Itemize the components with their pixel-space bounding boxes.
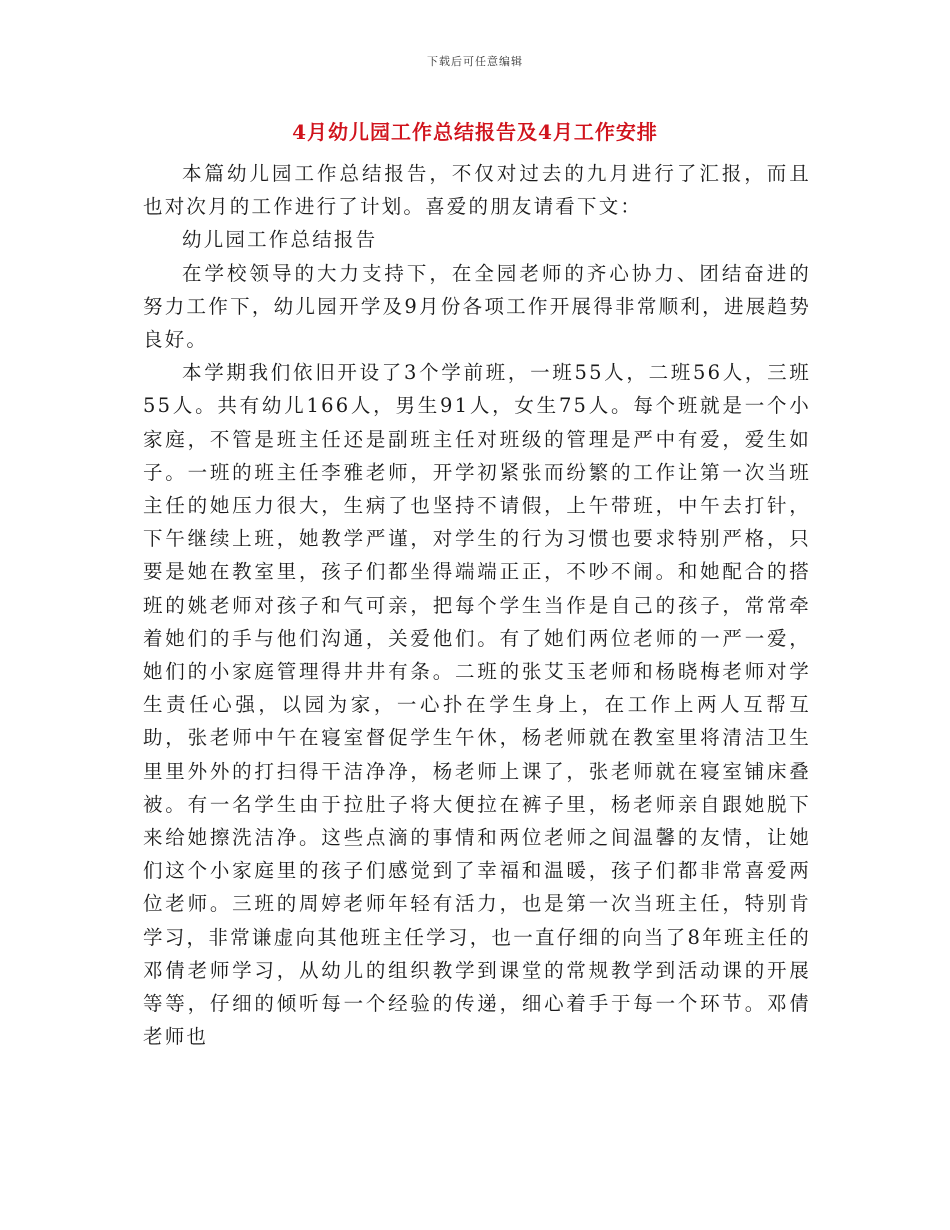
document-body (143, 157, 811, 1053)
document-title: 4月幼儿园工作总结报告及4月工作安排 (292, 120, 658, 144)
body-paragraph: 在学校领导的大力支持下，在全园老师的齐心协力、团结奋进的努力工作下，幼儿园开学及9月份各项工作开展得非常顺利，进展趋势良好。 (143, 261, 811, 352)
header-note: 下载后可任意编辑 (427, 55, 523, 68)
section-heading: 幼儿园工作总结报告 (182, 228, 378, 252)
body-paragraph: 本学期我们依旧开设了3个学前班，一班55人，二班56人，三班55人。共有幼儿166人，男生91人，女生75人。每个班就是一个小家庭，不管是班主任还是副班主任对班级的管理是严中有爱，爱生如子。一班的班主任李雅老师，开学初紧张而纷繁的工作让第一次当班主任的她压力很大，生病了也坚持不请假，上午带班，中午去打针，下午继续上班，她教学严谨，对学生的行为习惯也要求特别严格，只要是她在教室里，孩子们都坐得端端正正，不吵不闹。和她配合的搭班的姚老师对孩子和气可亲，把每个学生当作是自己的孩子，常常牵着她们的手与他们沟通，关爱他们。有了她们两位老师的一严一爱，她们的小家庭管理得井井有条。二班的张艾玉老师和杨晓梅老师对学生责任心强，以园为家，一心扑在学生身上，在工作上两人互帮互助，张老师中午在寝室督促学生午休，杨老师就在教室里将清洁卫生里里外外的打扫得干洁净净，杨老师上课了，张老师就在寝室铺床叠被。有一名学生由于拉肚子将大便拉在裤子里，杨老师亲自跟她脱下来给她擦洗洁净。这些点滴的事情和两位老师之间温馨的友情，让她们这个小家庭里的孩子们感觉到了幸福和温暖，孩子们都非常喜爱两位老师。三班的周婷老师年轻有活力，也是第一次当班主任，特别肯学习，非常谦虚向其他班主任学习，也一直仔细的向当了8年班主任的邓倩老师学习，从幼儿的组织教学到课堂的常规教学到活动课的开展等等，仔细的倾听每一个经验的传递，细心着手于每一个环节。邓倩老师也 (143, 361, 811, 1049)
intro-paragraph: 本篇幼儿园工作总结报告，不仅对过去的九月进行了汇报，而且也对次月的工作进行了计划。喜爱的朋友请看下文： (143, 162, 811, 219)
